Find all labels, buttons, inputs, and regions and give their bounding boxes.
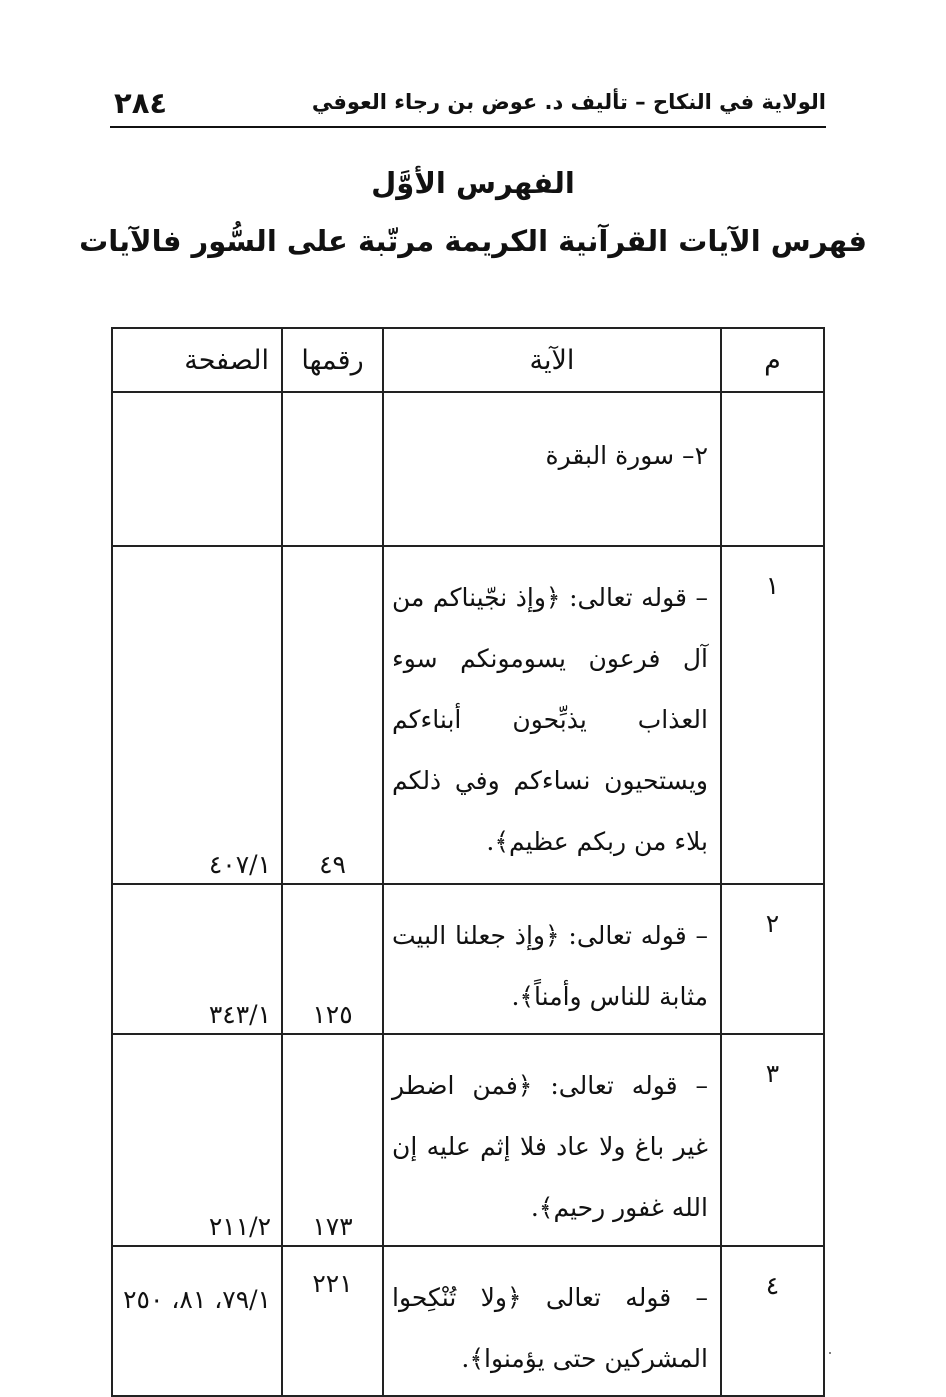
surah-page-cell — [112, 392, 282, 546]
row-num: ٤ — [721, 1246, 824, 1396]
table-row — [112, 1246, 824, 1396]
table-row — [112, 884, 824, 1034]
surah-name: ٢– سورة البقرة — [383, 392, 721, 546]
row-num: ٣ — [721, 1034, 824, 1246]
surah-verse-number-cell — [282, 392, 383, 546]
scan-speck — [829, 1352, 831, 1354]
row-verse: – قوله تعالى: ﴿فمن اضطر غير باغ ولا عاد فلا إثم عليه إن الله غفور رحيم﴾. — [383, 1034, 721, 1246]
index-title: الفهرس الأوَّل — [371, 166, 575, 200]
row-page: ٢١١/٢ — [112, 1034, 282, 1246]
row-num: ٢ — [721, 884, 824, 1034]
table-row — [112, 546, 824, 884]
row-verse-number: ١٢٥ — [282, 884, 383, 1034]
row-verse-number: ٤٩ — [282, 546, 383, 884]
table-row — [112, 1034, 824, 1246]
row-verse: – قوله تعالى: ﴿وإذ جعلنا البيت مثابة للناس وأمناً﴾. — [383, 884, 721, 1034]
row-page: ٧٩/١، ٨١، ٢٥٠ — [112, 1246, 282, 1396]
surah-row — [112, 392, 824, 546]
row-verse-number: ١٧٣ — [282, 1034, 383, 1246]
running-header — [110, 86, 826, 128]
row-verse: – قوله تعالى ﴿ولا تُنْكِحوا المشركين حتى يؤمنوا﴾. — [383, 1246, 721, 1396]
row-num: ١ — [721, 546, 824, 884]
header-verse: الآية — [383, 328, 721, 392]
verse-index-table — [111, 327, 825, 1397]
header-verse-number: رقمها — [282, 328, 383, 392]
index-subtitle: فهرس الآيات القرآنية الكريمة مرتّبة على السُّور فالآيات — [79, 224, 867, 258]
running-title: الولاية في النكاح – تأليف د. عوض بن رجاء العوفي — [311, 90, 826, 114]
surah-num-cell — [721, 392, 824, 546]
page-number: ٢٨٤ — [114, 86, 168, 120]
row-page: ٣٤٣/١ — [112, 884, 282, 1034]
header-page: الصفحة — [112, 328, 282, 392]
row-verse: – قوله تعالى: ﴿وإذ نجّيناكم من آل فرعون يسومونكم سوء العذاب يذبِّحون أبناءكم ويستحيون نساءكم وفي ذلكم بلاء من ربكم عظيم﴾. — [383, 546, 721, 884]
row-verse-number: ٢٢١ — [282, 1246, 383, 1396]
table-header-row — [112, 328, 824, 392]
row-page: ٤٠٧/١ — [112, 546, 282, 884]
header-num: م — [721, 328, 824, 392]
